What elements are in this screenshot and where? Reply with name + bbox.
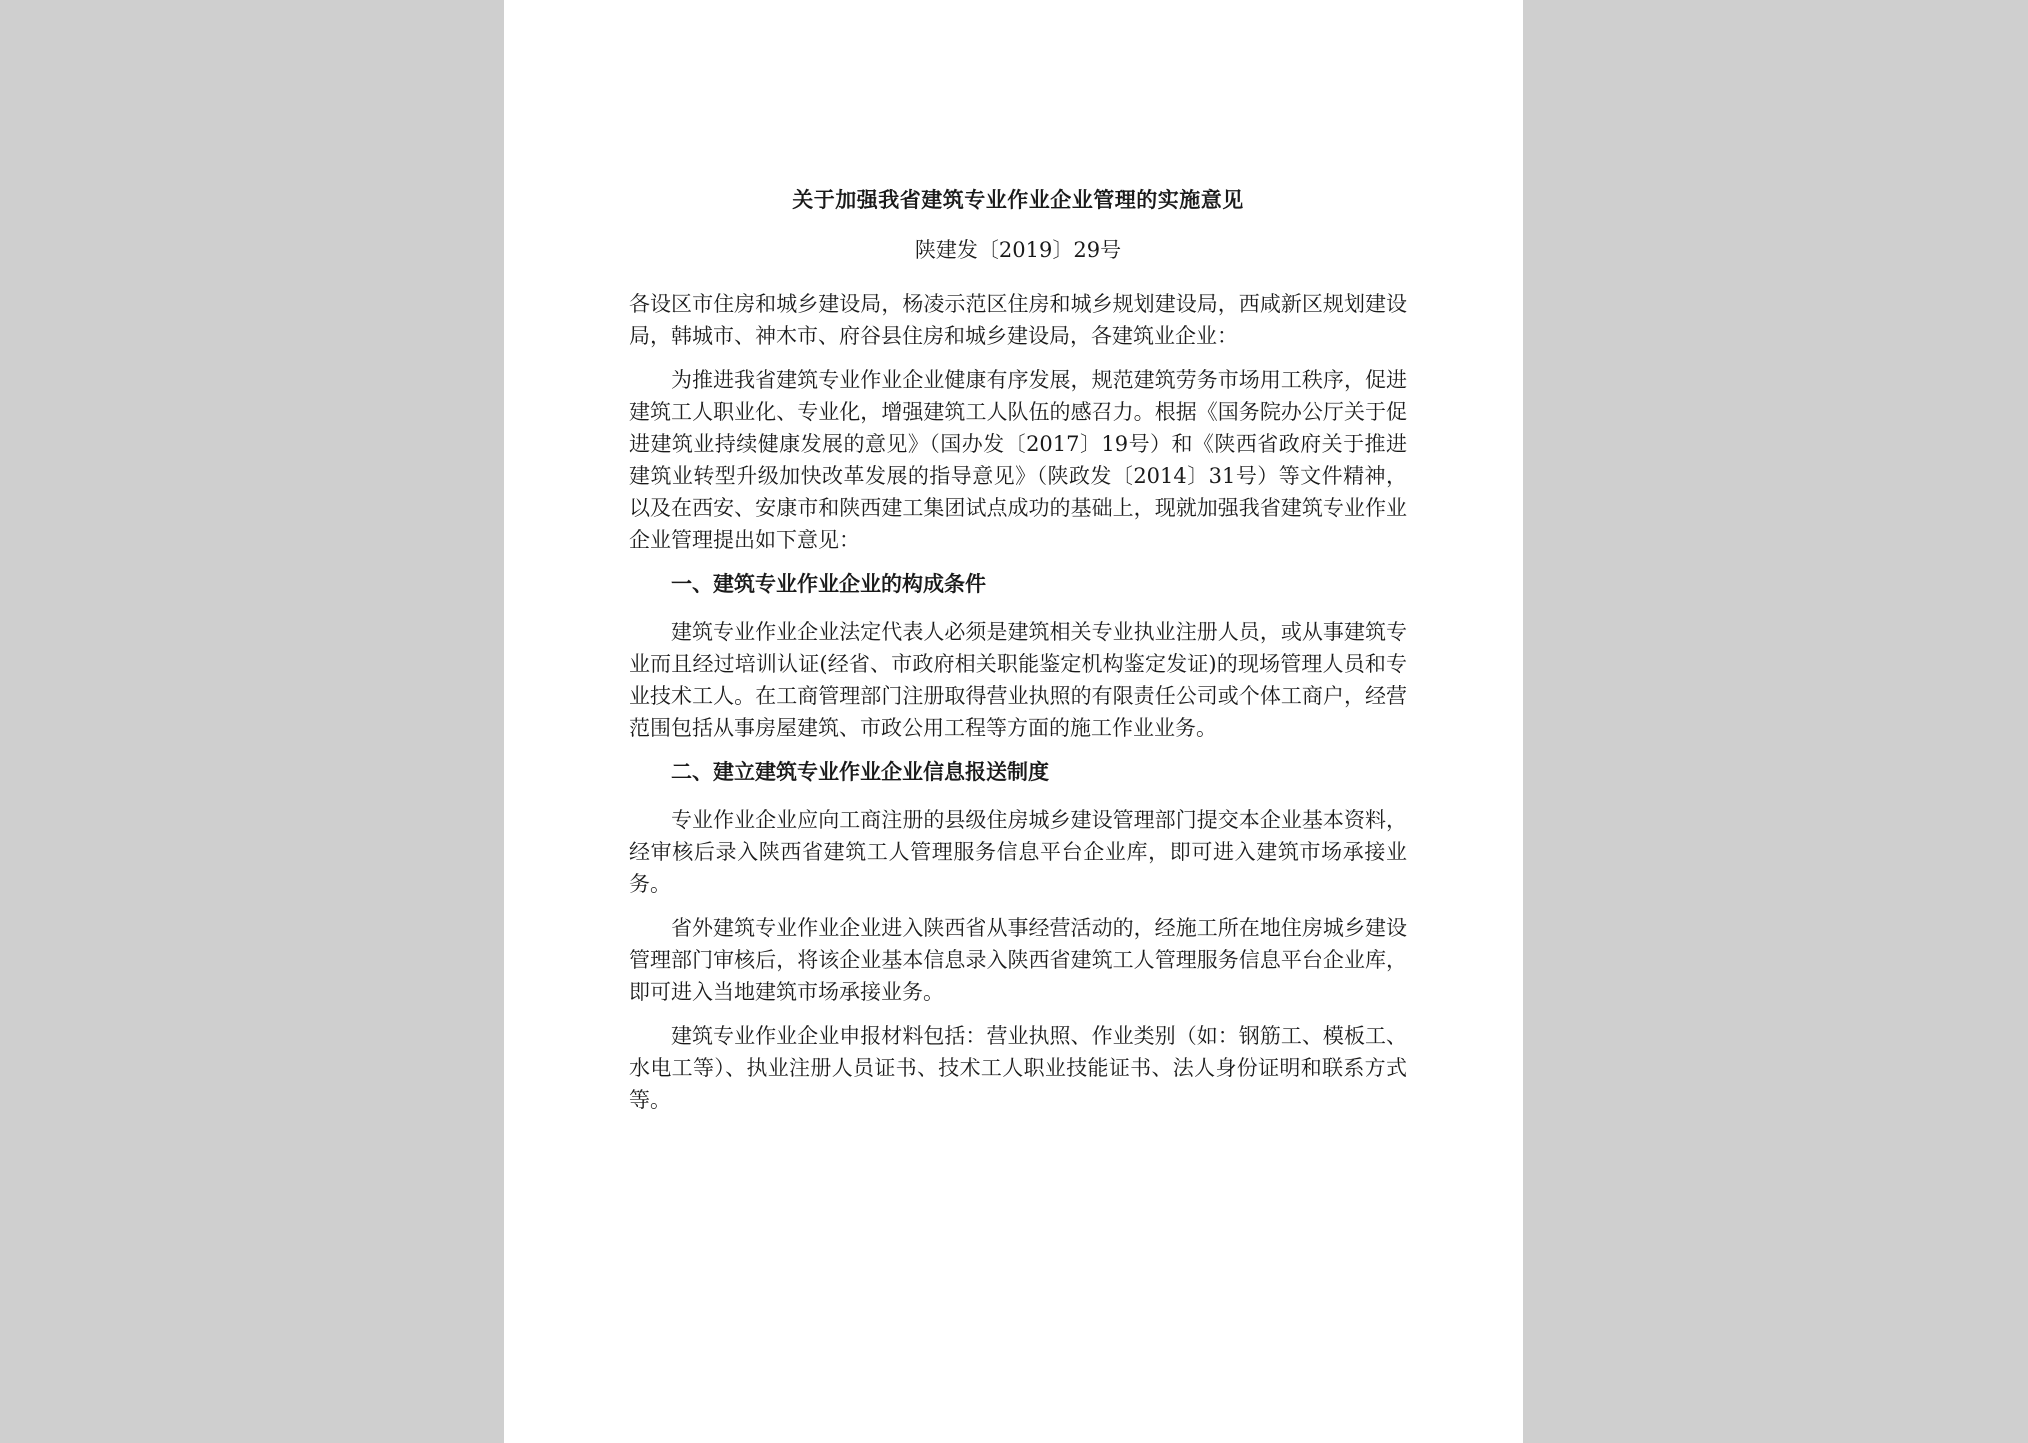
section-2-paragraph: 省外建筑专业作业企业进入陕西省从事经营活动的，经施工所在地住房城乡建设管理部门审核后，将该企业基本信息录入陕西省建筑工人管理服务信息平台企业库，即可进入当地建筑市场承接业务。 — [629, 916, 1407, 1004]
intro-paragraph: 为推进我省建筑专业作业企业健康有序发展，规范建筑劳务市场用工秩序，促进建筑工人职业化、专业化，增强建筑工人队伍的感召力。根据《国务院办公厅关于促进建筑业持续健康发展的意见》（国办发〔2017〕19号）和《陕西省政府关于推进建筑业转型升级加快改革发展的指导意见》（陕政发〔2014〕31号）等文件精神，以及在西安、安康市和陕西建工集团试点成功的基础上，现就加强我省建筑专业作业企业管理提出如下意见： — [629, 368, 1407, 552]
section-2-paragraph: 专业作业企业应向工商注册的县级住房城乡建设管理部门提交本企业基本资料，经审核后录入陕西省建筑工人管理服务信息平台企业库，即可进入建筑市场承接业务。 — [629, 808, 1407, 896]
document-number: 陕建发〔2019〕29号 — [914, 238, 1122, 262]
section-2-paragraph: 建筑专业作业企业申报材料包括：营业执照、作业类别（如：钢筋工、模板工、水电工等）、执业注册人员证书、技术工人职业技能证书、法人身份证明和联系方式等。 — [629, 1024, 1407, 1112]
section-1-paragraph: 建筑专业作业企业法定代表人必须是建筑相关专业执业注册人员，或从事建筑专业而且经过培训认证(经省、市政府相关职能鉴定机构鉴定发证)的现场管理人员和专业技术工人。在工商管理部门注册取得营业执照的有限责任公司或个体工商户，经营范围包括从事房屋建筑、市政公用工程等方面的施工作业业务。 — [629, 620, 1407, 740]
document-page — [504, 0, 1523, 1443]
document-title: 关于加强我省建筑专业作业企业管理的实施意见 — [792, 187, 1244, 212]
section-1-heading: 一、建筑专业作业企业的构成条件 — [671, 571, 986, 596]
document-content — [629, 184, 1407, 1128]
addressee-paragraph: 各设区市住房和城乡建设局，杨凌示范区住房和城乡规划建设局，西咸新区规划建设局，韩城市、神木市、府谷县住房和城乡建设局，各建筑业企业： — [629, 292, 1407, 348]
section-2-heading: 二、建立建筑专业作业企业信息报送制度 — [671, 759, 1049, 784]
